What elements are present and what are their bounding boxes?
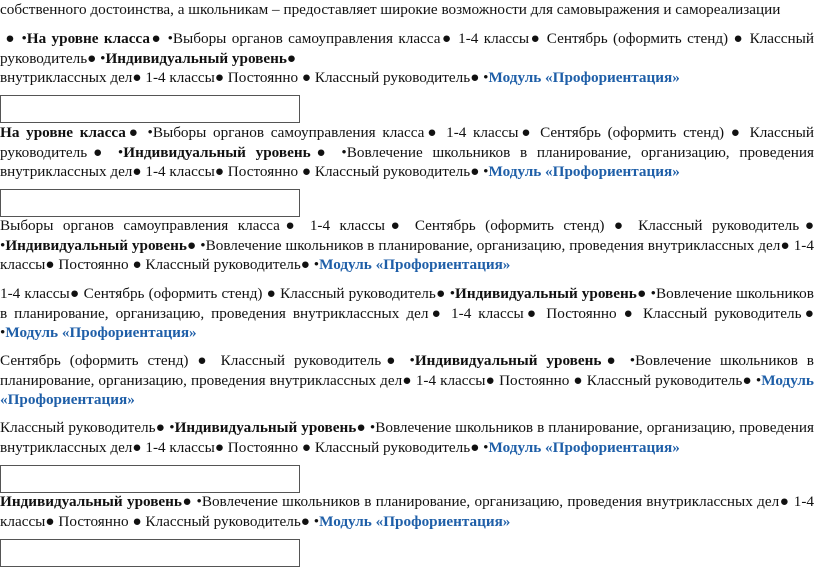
top-line: собственного достоинства, а школьникам – предоставляет широкие возможности для самовыражения и самореализации: [0, 1, 781, 18]
module-link[interactable]: Модуль «Профориентация»: [5, 324, 197, 341]
paragraph-6: Классный руководитель● •Индивидуальный уровень● •Вовлечение школьников в планирование, организацию, проведения внутриклассных дел● 1-4 классы● Постоянно ● Классный руководитель● •Модуль «Профориентация»: [0, 419, 814, 456]
module-link[interactable]: Модуль «Профориентация»: [488, 163, 680, 180]
bullet: ●: [5, 30, 17, 47]
module-link[interactable]: Модуль «Профориентация»: [319, 256, 511, 273]
paragraph-7: Индивидуальный уровень● •Вовлечение школьников в планирование, организацию, проведения внутриклассных дел● 1-4 классы● Постоянно ● Классный руководитель● •Модуль «Профориентация»: [0, 493, 814, 530]
module-link[interactable]: Модуль «Профориентация»: [319, 512, 511, 530]
module-link[interactable]: Модуль «Профориентация»: [488, 69, 680, 86]
text-box[interactable]: [0, 465, 300, 493]
paragraph-5: Сентябрь (оформить стенд) ● Классный руководитель● •Индивидуальный уровень● •Вовлечение школьников в планирование, организацию, проведения внутриклассных дел● 1-4 классы● Постоянно ● Классный руководитель● •Модуль «Профориентация»: [0, 352, 814, 408]
paragraph-1-cont: внутриклассных дел● 1-4 классы● Постоянно ● Классный руководитель● •Модуль «Профориентация»: [0, 69, 680, 86]
class-level-label: На уровне класса: [26, 30, 150, 47]
module-link[interactable]: Модуль «Профориентация»: [0, 371, 814, 408]
paragraph-1: ● •На уровне класса● •Выборы органов самоуправления класса● 1-4 классы● Сентябрь (оформить стенд) ● Классный руководитель● •Индивидуальный уровень●: [0, 30, 814, 67]
paragraph-2: На уровне класса● •Выборы органов самоуправления класса● 1-4 классы● Сентябрь (оформить стенд) ● Классный руководитель● •Индивидуальный уровень● •Вовлечение школьников в планирование, организацию, проведения внутриклассных дел● 1-4 классы● Постоянно ● Классный руководитель● •Модуль «Профориентация»: [0, 124, 814, 180]
text-box[interactable]: [0, 189, 300, 217]
module-link[interactable]: Модуль «Профориентация»: [488, 438, 680, 456]
text-box[interactable]: [0, 539, 300, 567]
text-box[interactable]: [0, 95, 300, 123]
paragraph-3: Выборы органов самоуправления класса● 1-4 классы● Сентябрь (оформить стенд) ● Классный руководитель● •Индивидуальный уровень● •Вовлечение школьников в планирование, организацию, проведения внутриклассных дел● 1-4 классы● Постоянно ● Классный руководитель● •Модуль «Профориентация»: [0, 217, 814, 273]
paragraph-4: 1-4 классы● Сентябрь (оформить стенд) ● Классный руководитель● •Индивидуальный уровень● •Вовлечение школьников в планирование, организацию, проведения внутриклассных дел● 1-4 классы● Постоянно ● Классный руководитель● •Модуль «Профориентация»: [0, 285, 814, 341]
